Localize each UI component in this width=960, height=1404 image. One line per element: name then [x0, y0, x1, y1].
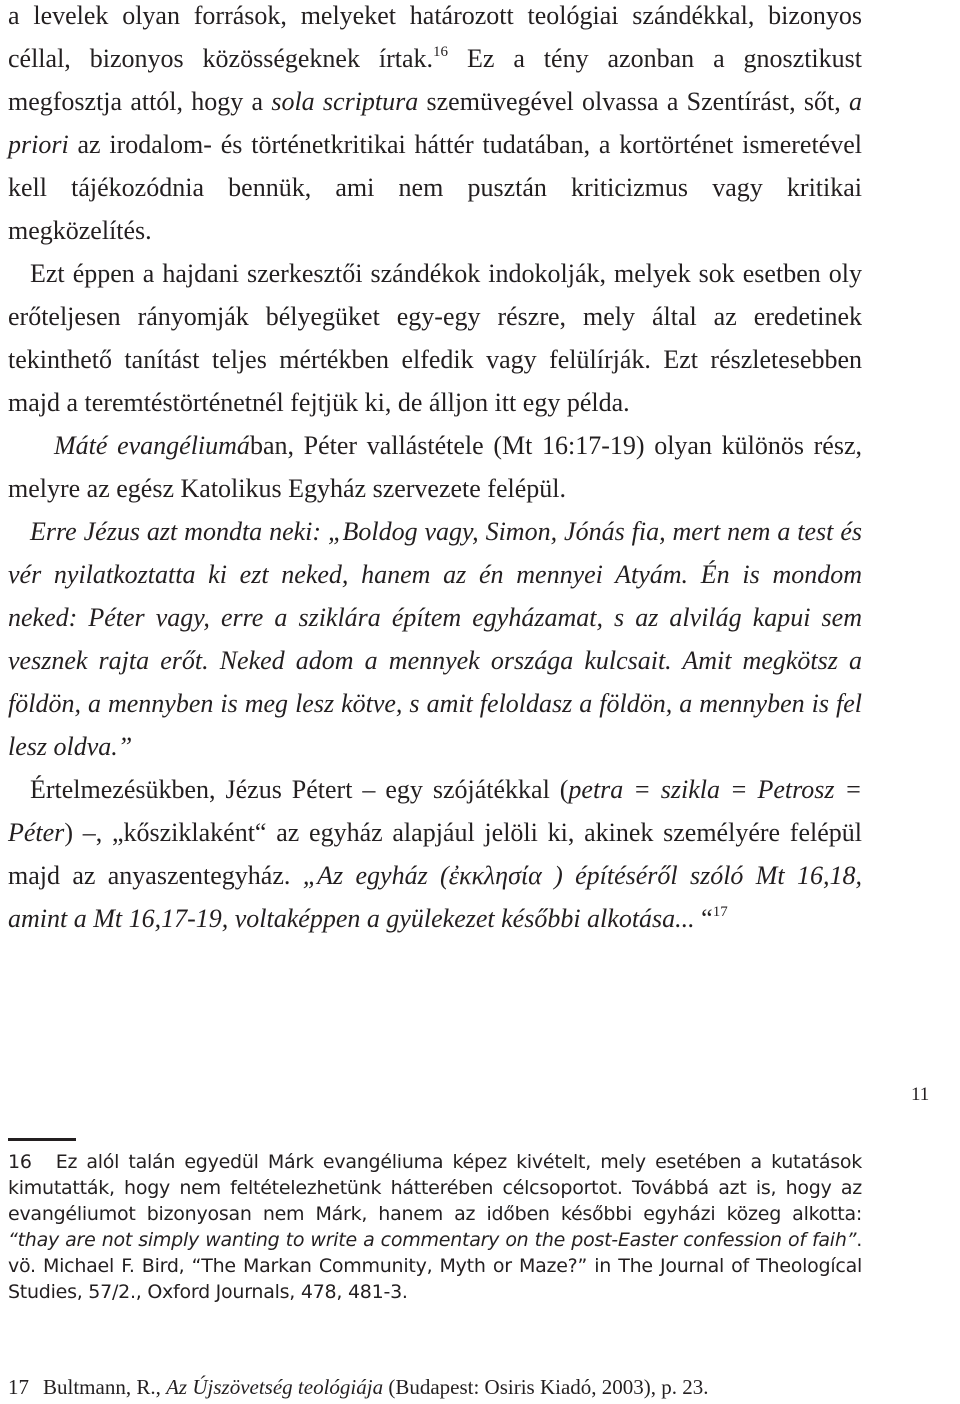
footnote-17-number: 17 [8, 1375, 29, 1399]
footnote-16 [8, 1149, 862, 1305]
p1-italic-sola-scriptura: sola scriptura [271, 87, 419, 116]
footnote-ref-17[interactable]: 17 [712, 904, 728, 920]
footnote-17-italic-title: Az Újszövetség teológiája [166, 1375, 384, 1399]
footnote-17-text-a: Bultmann, R., [43, 1375, 167, 1399]
paragraph-2: Ezt éppen a hajdani szerkesztői szándékok indokolják, melyek sok esetben oly erőteljesen rányomják bélyegüket egy-egy részre, mely által az eredetinek tekinthető tanítást teljes mértékben elfedik vagy felülírják. Ezt részletesebben majd a teremtéstörténetnél fejtjük ki, de álljon itt egy példa. [8, 259, 862, 417]
paragraph-4-quote [8, 510, 862, 768]
page-number: 11 [911, 1084, 930, 1105]
p5-closing-quote: “ [694, 904, 713, 933]
p5-text-b: ) –, „kősziklaként“ az egyház alapjául jelöli ki, akinek személyére felépül majd az anyaszentegyház. [8, 818, 862, 890]
p1-text-a: a levelek olyan források, melyeket határozott teológiai szándékkal, bizonyos céllal, bizonyos közösségeknek írtak. [8, 1, 862, 73]
paragraph-3 [8, 424, 862, 510]
footnote-16-text-b: . vö. Michael F. Bird, “The Markan Community, Myth or Maze?” in The Journal of Theologícal Studies, 57/2., Oxford Journals, 478, 481-3. [8, 1229, 862, 1303]
p1-italic-a-priori: a priori [8, 87, 862, 159]
footnote-16-italic-quote: “thay are not simply wanting to write a commentary on the post-Easter confession of faih” [8, 1229, 857, 1251]
p5-text-a: Értelmezésükben, Jézus Pétert – egy szójátékkal ( [30, 775, 569, 804]
p5-italic-citation: „Az egyház (ἐκκλησία ) építéséről szóló Mt 16,18, amint a Mt 16,17-19, voltaképpen a gyülekezet későbbi alkotása... [8, 861, 862, 933]
p1-text-d: az irodalom- és történetkritikai háttér tudatában, a kortörténet ismeretével kell tájékozódnia bennük, ami nem pusztán kriticizmus vagy kritikai megközelítés. [8, 130, 862, 245]
p5-italic-wordplay: petra = szikla = Petrosz = Péter [8, 775, 863, 847]
p3-text: ban, Péter vallástétele (Mt 16:17-19) olyan különös rész, melyre az egész Katolikus Egyház szervezete felépül. [8, 431, 862, 503]
paragraph-5 [8, 768, 862, 940]
footnote-17 [8, 1373, 888, 1401]
footnote-16-number: 16 [8, 1151, 32, 1173]
p1-text-c: szemüvegével olvassa a Szentírást, sőt, [418, 87, 849, 116]
footnote-16-text-a: Ez alól talán egyedül Márk evangéliuma képez kivételt, mely esetében a kutatások kimutatták, hogy nem feltételezhetünk hátterében célcsoportot. Továbbá azt is, hogy az evangéliumot bizonyosan nem Márk, hanem az időben későbbi egyházi közeg alkotta: [8, 1151, 862, 1225]
footnote-ref-16[interactable]: 16 [433, 44, 449, 60]
footnote-separator [8, 1138, 76, 1141]
p3-italic-mate: Máté evangéliumá [54, 431, 250, 460]
footnote-17-text-b: (Budapest: Osiris Kiadó, 2003), p. 23. [383, 1375, 709, 1399]
paragraph-1 [8, 0, 862, 252]
main-text [8, 0, 862, 940]
p1-text-b: Ez a tény azonban a gnosztikust megfosztja attól, hogy a [8, 44, 862, 116]
p4-italic-quote: Erre Jézus azt mondta neki: „Boldog vagy, Simon, Jónás fia, mert nem a test és vér nyilatkoztatta ki ezt neked, hanem az én mennyei Atyám. Én is mondom neked: Péter vagy, erre a sziklára építem egyházamat, s az alvilág kapui sem vesznek rajta erőt. Neked adom a mennyek országa kulcsait. Amit megkötsz a földön, a mennyben is meg lesz kötve, s amit feloldasz a földön, a mennyben is fel lesz oldva.” [8, 517, 862, 761]
